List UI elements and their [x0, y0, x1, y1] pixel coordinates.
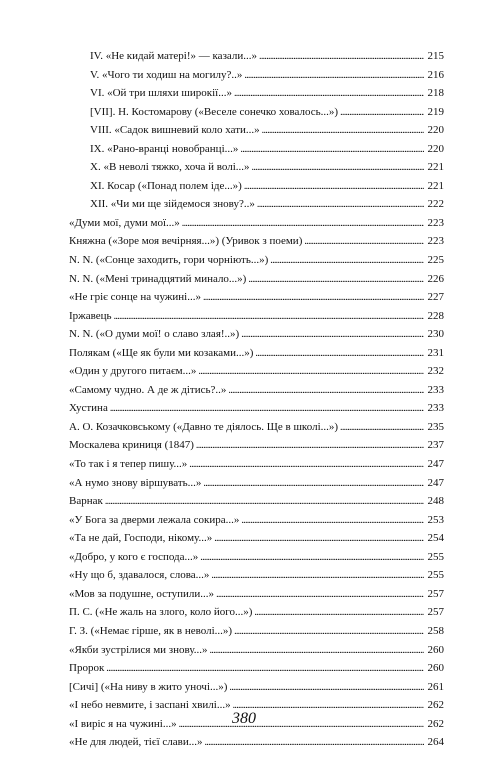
toc-entry-title: «Ну що б, здавалося, слова...»	[69, 569, 210, 582]
toc-entry-page: 233	[427, 383, 444, 396]
toc-entry	[69, 362, 444, 381]
toc-entry	[69, 622, 444, 641]
toc-entry	[69, 307, 444, 326]
toc-entry	[69, 418, 444, 437]
toc-entry-page: 257	[427, 587, 444, 600]
toc-entry-title: N. N. («Мені тринадцятий минало...»)	[69, 272, 247, 285]
toc-entry-page: 227	[427, 291, 444, 304]
toc-entry-title: «Якби зустрілися ми знову...»	[69, 643, 208, 656]
dot-leader	[214, 529, 424, 549]
toc-entry	[69, 492, 444, 511]
toc-entry-title: «Добро, у кого є господа...»	[69, 550, 199, 563]
dot-leader	[257, 195, 424, 215]
toc-entry	[69, 195, 444, 214]
toc-entry-title: Пророк	[69, 662, 105, 675]
dot-leader	[255, 344, 424, 364]
dot-leader	[216, 585, 424, 605]
toc-entry-title: «Самому чудно. А де ж дітись?..»	[69, 383, 227, 396]
toc-entry-title: Москалева криниця (1847)	[69, 439, 194, 452]
toc-entry-page: 258	[427, 624, 444, 637]
toc-entry-page: 223	[427, 235, 444, 248]
dot-leader	[270, 251, 424, 271]
page-number: 380	[232, 710, 256, 727]
toc-entry-title: IV. «Не кидай матері!» — казали...»	[90, 50, 258, 62]
toc-entry-title: «То так і я тепер пишу...»	[69, 458, 188, 471]
dot-leader	[340, 103, 424, 123]
toc-entry	[69, 529, 444, 548]
dot-leader	[259, 47, 424, 67]
toc-entry-page: 221	[427, 179, 444, 192]
toc-entry-title: XII. «Чи ми ще зійдемося знову?..»	[90, 198, 255, 211]
dot-leader	[203, 474, 424, 494]
dot-leader	[252, 158, 424, 178]
toc-entry-title: Княжна («Зоре моя вечірняя...») (Уривок з поеми)	[69, 235, 303, 248]
toc-entry	[69, 436, 444, 455]
toc-entry-page: 219	[427, 105, 444, 118]
toc-entry	[69, 381, 444, 400]
toc-entry	[69, 548, 444, 567]
toc-entry-page: 220	[427, 124, 444, 137]
toc-entry	[69, 288, 444, 307]
toc-entry-title: XI. Косар («Понад полем іде...»)	[90, 179, 242, 192]
toc-entry-page: 255	[427, 569, 444, 582]
toc-entry	[69, 344, 444, 363]
dot-leader	[110, 399, 424, 419]
toc-entry	[69, 566, 444, 585]
dot-leader	[200, 548, 424, 568]
toc-entry-page: 260	[427, 662, 444, 675]
dot-leader	[241, 511, 424, 531]
toc-entry	[69, 177, 444, 196]
toc-entry-title: Хустина	[69, 402, 108, 415]
dot-leader	[241, 325, 424, 345]
dot-leader	[304, 232, 424, 252]
toc-entry-title: VIII. «Садок вишневий коло хати...»	[90, 124, 260, 137]
toc-entry	[69, 232, 444, 251]
dot-leader	[105, 492, 424, 512]
dot-leader	[210, 641, 425, 661]
dot-leader	[229, 678, 424, 698]
toc-entry-page: 247	[427, 476, 444, 489]
dot-leader	[248, 270, 424, 290]
toc-entry	[69, 214, 444, 233]
dot-leader	[244, 177, 424, 197]
toc-entry-title: «Думи мої, думи мої...»	[69, 216, 180, 229]
toc-entry-page: 215	[427, 50, 444, 62]
dot-leader	[198, 362, 424, 382]
dot-leader	[196, 436, 424, 456]
toc-entry-page: 232	[427, 365, 444, 378]
toc-entry	[69, 603, 444, 622]
toc-entry	[69, 585, 444, 604]
toc-entry	[69, 84, 444, 103]
toc-entry-title: П. С. («Не жаль на злого, коло його...»)	[69, 606, 253, 619]
dot-leader	[234, 622, 424, 642]
toc-entry	[69, 399, 444, 418]
toc-entry-title: N. N. («О думи мої! о славо злая!..»)	[69, 328, 240, 341]
toc-entry-page: 257	[427, 606, 444, 619]
toc-entry	[69, 158, 444, 177]
toc-entry-page: 253	[427, 513, 444, 526]
toc-entry-title: [VII]. Н. Костомарову («Веселе сонечко ховалось...»)	[90, 105, 339, 118]
toc-entry-page: 264	[427, 736, 444, 749]
toc-entry-page: 222	[427, 198, 444, 211]
toc-entry-title: «І небо невмите, і заспані хвилі...»	[69, 699, 231, 712]
toc-entry-page: 216	[427, 68, 444, 81]
toc-entry	[69, 251, 444, 270]
toc-entry	[69, 659, 444, 678]
table-of-contents	[69, 47, 444, 752]
toc-entry	[69, 641, 444, 660]
toc-entry-page: 223	[427, 216, 444, 229]
toc-entry-title: Г. З. («Немає гірше, як в неволі...»)	[69, 624, 233, 637]
toc-entry-page: 255	[427, 550, 444, 563]
toc-entry-page: 261	[427, 680, 444, 693]
toc-entry-title: [Сичі] («На ниву в жито уночі...»)	[69, 680, 228, 693]
toc-entry-page: 221	[427, 161, 444, 174]
toc-entry-page: 235	[427, 420, 444, 433]
toc-entry-title: V. «Чого ти ходиш на могилу?..»	[90, 68, 243, 81]
toc-entry-page: 262	[427, 717, 444, 730]
toc-entry-title: «Не для людей, тієї слави...»	[69, 736, 203, 749]
dot-leader	[228, 381, 424, 401]
toc-entry	[69, 474, 444, 493]
toc-entry-title: «Один у другого питаєм...»	[69, 365, 197, 378]
toc-entry	[69, 511, 444, 530]
toc-entry-page: 228	[427, 309, 444, 322]
toc-entry-title: «І виріс я на чужині...»	[69, 717, 177, 730]
toc-entry	[69, 140, 444, 159]
toc-entry	[69, 121, 444, 140]
toc-entry-title: «Не гріє сонце на чужині...»	[69, 291, 201, 304]
toc-entry	[69, 325, 444, 344]
toc-entry-page: 225	[427, 254, 444, 267]
toc-entry-page: 237	[427, 439, 444, 452]
toc-entry-page: 248	[427, 495, 444, 508]
toc-entry-title: Варнак	[69, 495, 103, 508]
dot-leader	[254, 603, 424, 623]
toc-entry-title: Полякам («Ще як були ми козаками...»)	[69, 346, 254, 359]
toc-entry-page: 233	[427, 402, 444, 415]
toc-entry	[69, 103, 444, 122]
dot-leader	[244, 66, 424, 86]
toc-entry-title: N. N. («Сонце заходить, гори чорніють...»)	[69, 254, 269, 267]
toc-entry-page: 262	[427, 699, 444, 712]
dot-leader	[234, 84, 424, 104]
toc-entry	[69, 733, 444, 752]
toc-entry-page: 220	[427, 142, 444, 155]
dot-leader	[114, 307, 424, 327]
toc-entry-title: «Мов за подушне, оступили...»	[69, 587, 215, 600]
dot-leader	[262, 121, 424, 141]
toc-entry-title: IX. «Рано-вранці новобранці...»	[90, 142, 239, 155]
toc-entry	[69, 678, 444, 697]
toc-entry-title: Іржавець	[69, 309, 112, 322]
toc-entry-page: 254	[427, 532, 444, 545]
dot-leader	[211, 566, 424, 586]
toc-entry-title: X. «В неволі тяжко, хоча й волі...»	[90, 161, 250, 174]
dot-leader	[182, 214, 424, 234]
toc-entry-page: 218	[427, 87, 444, 100]
dot-leader	[204, 733, 424, 753]
dot-leader	[240, 140, 424, 160]
toc-entry	[69, 270, 444, 289]
dot-leader	[203, 288, 424, 308]
toc-entry	[69, 47, 444, 66]
toc-entry-title: «У Бога за дверми лежала сокира...»	[69, 513, 240, 526]
toc-entry-page: 231	[427, 346, 444, 359]
dot-leader	[340, 418, 424, 438]
toc-entry-page: 230	[427, 328, 444, 341]
toc-entry-title: «Та не дай, Господи, нікому...»	[69, 532, 213, 545]
dot-leader	[106, 659, 424, 679]
toc-entry-title: А. О. Козачковському («Давно те діялось. Ще в школі...»)	[69, 420, 339, 433]
toc-entry	[69, 455, 444, 474]
dot-leader	[189, 455, 424, 475]
toc-entry	[69, 66, 444, 85]
toc-entry-page: 260	[427, 643, 444, 656]
toc-entry-page: 226	[427, 272, 444, 285]
toc-entry-page: 247	[427, 458, 444, 471]
toc-entry-title: «А нумо знову віршувать...»	[69, 476, 202, 489]
toc-entry-title: VI. «Ой три шляхи широкії...»	[90, 87, 232, 100]
